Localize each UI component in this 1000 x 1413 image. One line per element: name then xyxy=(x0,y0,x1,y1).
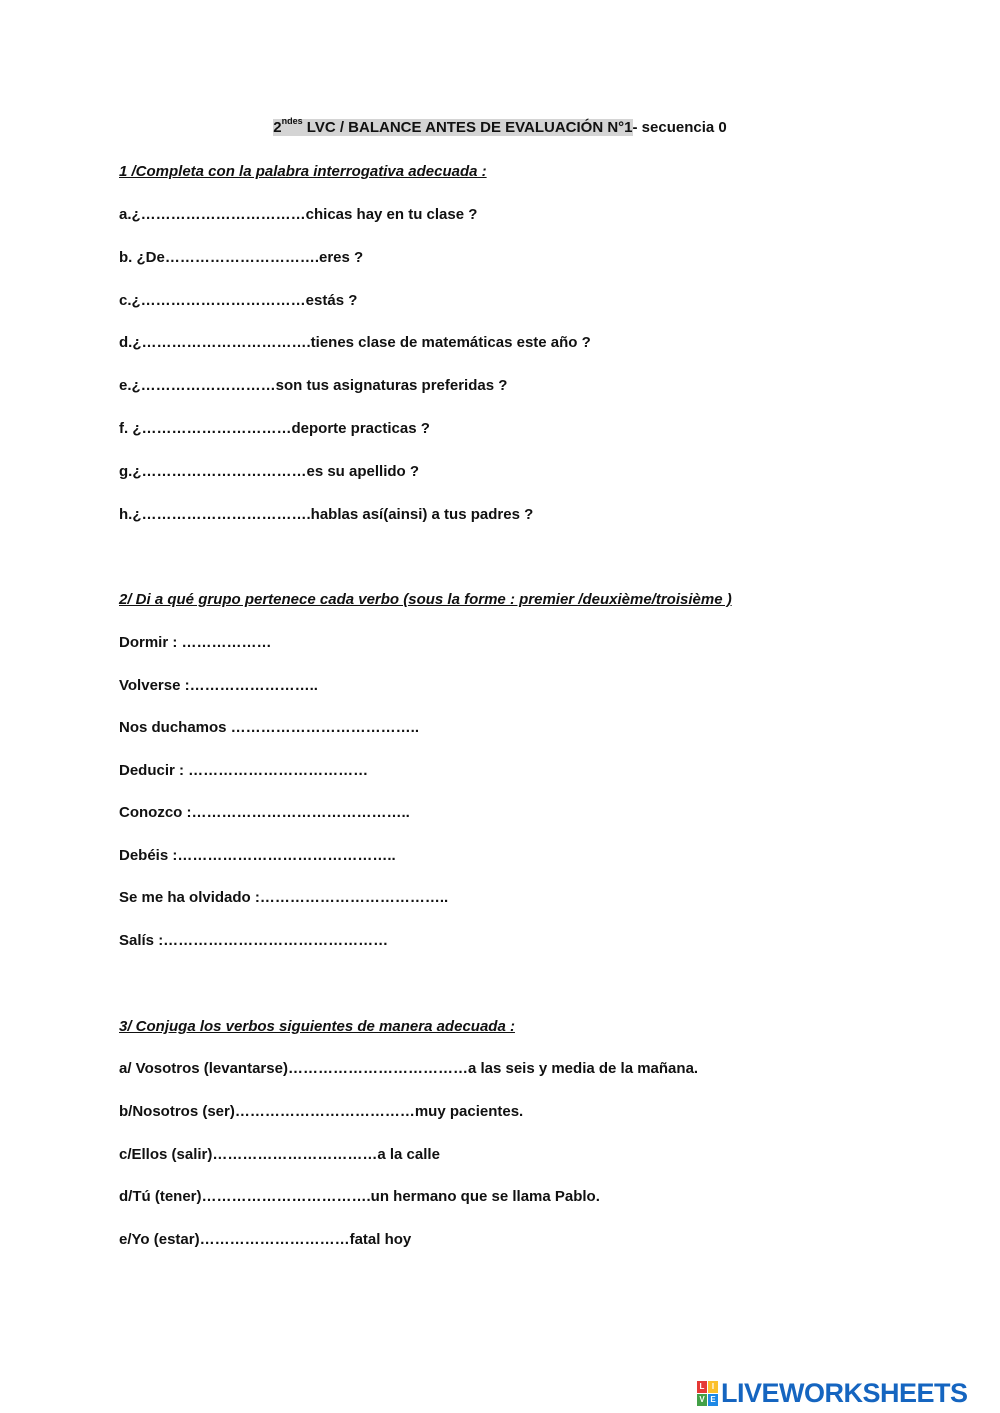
verb-se-me-ha-olvidado[interactable]: Se me ha olvidado :……………………………….. xyxy=(119,889,449,906)
liveworksheets-logo[interactable] xyxy=(697,1378,968,1408)
verb-volverse[interactable]: Volverse :…………………….. xyxy=(119,677,318,694)
title-suffix: - secuencia 0 xyxy=(632,119,727,136)
question-g[interactable]: g.¿……………………………es su apellido ? xyxy=(119,463,420,480)
title-main: LVC / BALANCE ANTES DE EVALUACIÓN N°1 xyxy=(302,119,633,136)
logo-mark-icon xyxy=(697,1381,718,1406)
logo-mark-i: I xyxy=(708,1381,718,1393)
section-1-heading: 1 /Completa con la palabra interrogativa adecuada : xyxy=(119,163,487,180)
logo-mark-e: E xyxy=(708,1394,718,1406)
verb-deducir[interactable]: Deducir : ……………………………… xyxy=(119,762,369,779)
verb-nos-duchamos[interactable]: Nos duchamos ……………………………….. xyxy=(119,719,420,736)
title-superscript: ndes xyxy=(281,116,303,126)
section-3-heading: 3/ Conjuga los verbos siguientes de manera adecuada : xyxy=(119,1018,515,1035)
logo-mark-v: V xyxy=(697,1394,707,1406)
page-title xyxy=(0,116,1000,136)
question-f[interactable]: f. ¿…………………………deporte practicas ? xyxy=(119,420,430,437)
title-number: 2 xyxy=(273,119,282,136)
title-highlight xyxy=(273,116,633,136)
conjugation-c[interactable]: c/Ellos (salir)……………………………a la calle xyxy=(119,1146,440,1163)
question-c[interactable]: c.¿……………………………estás ? xyxy=(119,292,358,309)
verb-salis[interactable]: Salís :……………………………………… xyxy=(119,932,389,949)
verb-debeis[interactable]: Debéis :…………………………………….. xyxy=(119,847,396,864)
conjugation-d[interactable]: d/Tú (tener)…………………………….un hermano que se llama Pablo. xyxy=(119,1188,600,1205)
conjugation-b[interactable]: b/Nosotros (ser)………………………………muy pacientes. xyxy=(119,1103,524,1120)
logo-mark-l: L xyxy=(697,1381,707,1393)
logo-text: LIVEWORKSHEETS xyxy=(721,1378,968,1408)
question-e[interactable]: e.¿………………………son tus asignaturas preferidas ? xyxy=(119,377,508,394)
question-a[interactable]: a.¿……………………………chicas hay en tu clase ? xyxy=(119,206,478,223)
verb-dormir[interactable]: Dormir : ……………… xyxy=(119,634,272,651)
conjugation-e[interactable]: e/Yo (estar)…………………………fatal hoy xyxy=(119,1231,412,1248)
question-h[interactable]: h.¿…………………………….hablas así(ainsi) a tus padres ? xyxy=(119,506,534,523)
question-b[interactable]: b. ¿De………………………….eres ? xyxy=(119,249,364,266)
conjugation-a[interactable]: a/ Vosotros (levantarse)………………………………a las seis y media de la mañana. xyxy=(119,1060,699,1077)
verb-conozco[interactable]: Conozco :…………………………………….. xyxy=(119,804,410,821)
section-2-heading: 2/ Di a qué grupo pertenece cada verbo (sous la forme : premier /deuxième/troisième ) xyxy=(119,591,732,608)
question-d[interactable]: d.¿…………………………….tienes clase de matemáticas este año ? xyxy=(119,334,591,351)
